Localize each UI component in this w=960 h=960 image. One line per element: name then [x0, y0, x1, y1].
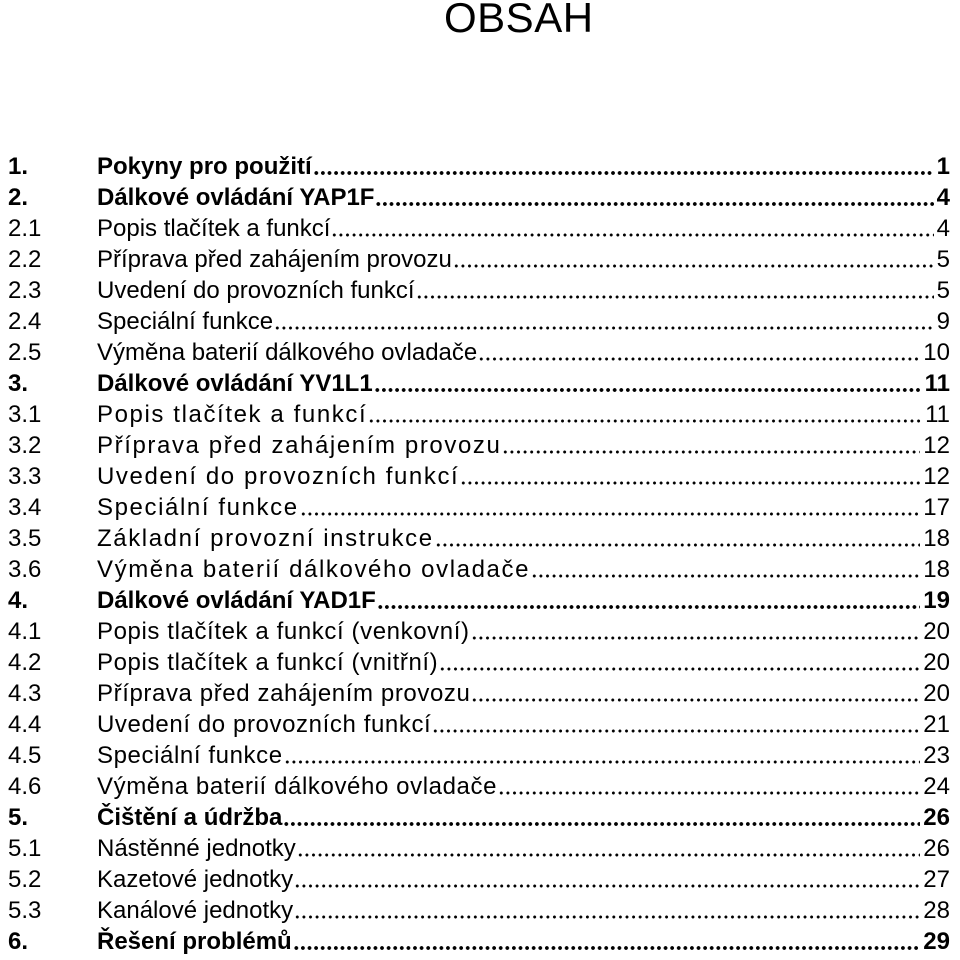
toc-subsection [8, 492, 950, 523]
toc-subsection [8, 833, 950, 864]
toc-subsection [8, 244, 950, 275]
toc-entry-number: 3. [8, 370, 29, 397]
toc-entry-page: 23 [923, 742, 950, 769]
toc-entry-page: 26 [923, 835, 950, 862]
dot-leader [478, 337, 920, 368]
dot-leader [502, 430, 920, 461]
toc-section [8, 368, 950, 399]
toc-entry-title: Dálkové ovládání YV1L1 [97, 370, 373, 397]
toc-subsection [8, 709, 950, 740]
toc-entry-title: Výměna baterií dálkového ovladače [97, 339, 478, 366]
toc-entry-number: 6. [8, 928, 29, 955]
toc-entry-page: 12 [923, 432, 950, 459]
toc-entry-number: 5.1 [8, 835, 42, 862]
toc-subsection [8, 306, 950, 337]
toc-subsection [8, 895, 950, 926]
toc-subsection [8, 740, 950, 771]
dot-leader [274, 306, 934, 337]
toc-entry-title: Popis tlačítek a funkcí (vnitřní) [97, 649, 439, 676]
dot-leader [375, 182, 933, 213]
dot-leader [439, 647, 920, 678]
toc-entry-page: 4 [936, 184, 950, 211]
toc-subsection [8, 461, 950, 492]
dot-leader [294, 864, 920, 895]
toc-entry-page: 1 [936, 153, 950, 180]
toc-subsection [8, 275, 950, 306]
dot-leader [313, 151, 934, 182]
toc-entry-page: 10 [923, 339, 950, 366]
toc-entry-page: 20 [923, 649, 950, 676]
toc-entry-title: Výměna baterií dálkového ovladače [97, 773, 498, 800]
toc-entry-number: 3.5 [8, 525, 42, 552]
toc-entry-page: 26 [923, 804, 950, 831]
toc-entry-page: 20 [923, 618, 950, 645]
toc-subsection [8, 399, 950, 430]
toc-entry-page: 17 [923, 494, 950, 521]
toc-subsection [8, 647, 950, 678]
dot-leader [297, 833, 921, 864]
toc-entry-number: 5. [8, 804, 29, 831]
toc-subsection [8, 771, 950, 802]
dot-leader [460, 461, 920, 492]
dot-leader [294, 895, 920, 926]
toc-entry-title: Speciální funkce [97, 494, 299, 521]
dot-leader [416, 275, 934, 306]
toc-section [8, 926, 950, 957]
toc-entry-page: 24 [923, 773, 950, 800]
dot-leader [471, 678, 920, 709]
dot-leader [368, 399, 922, 430]
toc-entry-page: 18 [923, 525, 950, 552]
toc-entry-page: 11 [925, 401, 950, 428]
toc-entry-title: Příprava před zahájením provozu [97, 680, 471, 707]
toc-entry-page: 20 [923, 680, 950, 707]
toc-entry-number: 3.6 [8, 556, 42, 583]
dot-leader [498, 771, 920, 802]
toc-entry-number: 3.3 [8, 463, 42, 490]
toc-entry-title: Pokyny pro použití [97, 153, 312, 180]
toc-entry-title: Příprava před zahájením provozu [97, 246, 452, 273]
dot-leader [471, 616, 921, 647]
toc-entry-title: Nástěnné jednotky [97, 835, 296, 862]
toc-entry-title: Popis tlačítek a funkcí [97, 215, 331, 242]
toc-subsection [8, 554, 950, 585]
toc-entry-page: 29 [923, 928, 950, 955]
toc-entry-page: 12 [923, 463, 950, 490]
toc-entry-number: 3.2 [8, 432, 42, 459]
dot-leader [432, 709, 920, 740]
dot-leader [284, 740, 921, 771]
dot-leader [453, 244, 934, 275]
toc-entry-title: Speciální funkce [97, 742, 283, 769]
toc-entry-title: Dálkové ovládání YAD1F [97, 587, 376, 614]
page-title: OBSAH [444, 0, 594, 41]
toc-entry-title: Uvedení do provozních funkcí [97, 711, 432, 738]
toc-section [8, 182, 950, 213]
toc-entry-title: Speciální funkce [97, 308, 274, 335]
dot-leader [531, 554, 920, 585]
toc-entry-title: Popis tlačítek a funkcí [97, 401, 368, 428]
dot-leader [435, 523, 921, 554]
toc-entry-title: Popis tlačítek a funkcí (venkovní) [97, 618, 470, 645]
toc-entry-page: 9 [936, 308, 950, 335]
toc-entry-page: 18 [923, 556, 950, 583]
toc-entry-number: 3.4 [8, 494, 42, 521]
toc-entry-title: Řešení problémů [97, 928, 292, 955]
toc-subsection [8, 430, 950, 461]
toc-entry-title: Kanálové jednotky [97, 897, 294, 924]
dot-leader [293, 926, 921, 957]
toc-entry-title: Příprava před zahájením provozu [97, 432, 502, 459]
toc-entry-number: 4.3 [8, 680, 42, 707]
toc-subsection [8, 864, 950, 895]
toc-entry-number: 1. [8, 153, 29, 180]
toc-entry-title: Dálkové ovládání YAP1F [97, 184, 375, 211]
toc-entry-page: 28 [923, 897, 950, 924]
toc-entry-title: Uvedení do provozních funkcí [97, 463, 460, 490]
toc-subsection [8, 213, 950, 244]
toc-entry-title: Uvedení do provozních funkcí [97, 277, 415, 304]
toc-entry-number: 2.4 [8, 308, 42, 335]
toc-section [8, 151, 950, 182]
toc-entry-number: 3.1 [8, 401, 42, 428]
toc-entry-number: 2.3 [8, 277, 42, 304]
toc-entry-number: 4. [8, 587, 29, 614]
toc-entry-title: Výměna baterií dálkového ovladače [97, 556, 531, 583]
toc-entry-number: 2.5 [8, 339, 42, 366]
toc-entry-page: 27 [923, 866, 950, 893]
toc-subsection [8, 337, 950, 368]
toc-entry-number: 4.5 [8, 742, 42, 769]
toc-entry-number: 4.4 [8, 711, 42, 738]
dot-leader [377, 585, 921, 616]
toc-section [8, 802, 950, 833]
toc-entry-page: 11 [924, 370, 950, 397]
toc-entry-number: 2. [8, 184, 29, 211]
toc-entry-title: Základní provozní instrukce [97, 525, 434, 552]
toc-entry-title: Čištění a údržba [97, 804, 283, 831]
toc-entry-number: 4.6 [8, 773, 42, 800]
toc-subsection [8, 616, 950, 647]
toc-entry-number: 2.2 [8, 246, 42, 273]
toc-entry-page: 4 [936, 215, 950, 242]
toc-subsection [8, 523, 950, 554]
dot-leader [331, 213, 933, 244]
table-of-contents [8, 151, 950, 957]
toc-entry-page: 19 [923, 587, 950, 614]
toc-entry-number: 5.3 [8, 897, 42, 924]
toc-entry-page: 5 [936, 277, 950, 304]
toc-entry-page: 5 [936, 246, 950, 273]
toc-entry-page: 21 [923, 711, 950, 738]
toc-entry-number: 2.1 [8, 215, 42, 242]
toc-entry-number: 4.2 [8, 649, 42, 676]
dot-leader [374, 368, 922, 399]
toc-subsection [8, 678, 950, 709]
dot-leader [300, 492, 921, 523]
toc-entry-title: Kazetové jednotky [97, 866, 294, 893]
toc-section [8, 585, 950, 616]
dot-leader [283, 802, 920, 833]
toc-entry-number: 4.1 [8, 618, 42, 645]
toc-entry-number: 5.2 [8, 866, 42, 893]
